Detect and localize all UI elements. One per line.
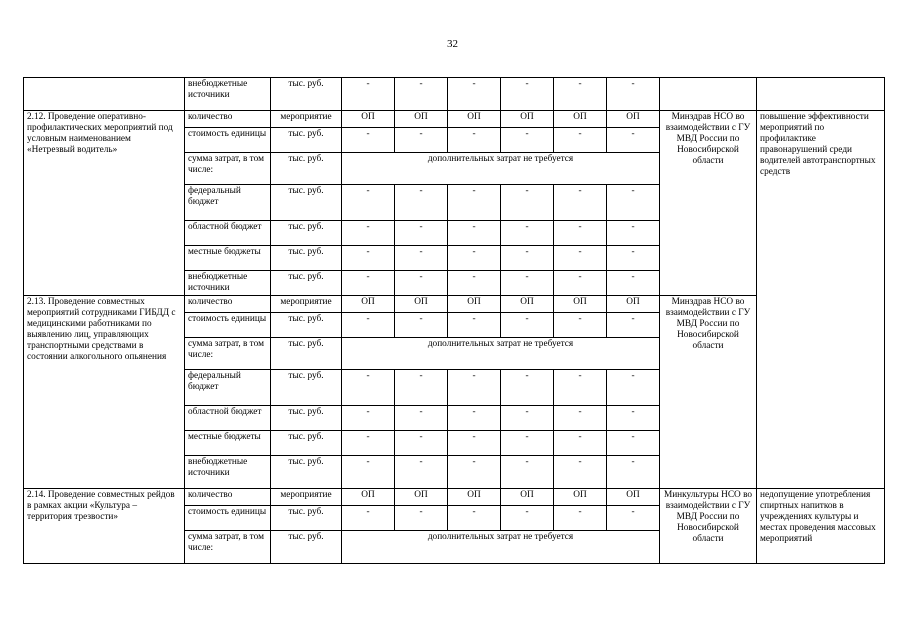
result-cell: повышение эффективности мероприятий по профилактике правонарушений среди водителей автотранспортных средств [757,111,885,489]
row-label: стоимость единицы [185,128,271,153]
value-cell: - [554,431,607,456]
value-cell: ОП [607,296,660,313]
unit-cell: тыс. руб. [271,271,342,296]
value-cell: ОП [501,296,554,313]
row-label: сумма затрат, в том числе: [185,153,271,185]
value-cell: - [395,506,448,531]
unit-cell: мероприятие [271,296,342,313]
row-label: количество [185,296,271,313]
value-cell: - [607,506,660,531]
no-extra-costs-note: дополнительных затрат не требуется [342,153,660,185]
value-cell: ОП [342,296,395,313]
value-cell: - [395,370,448,406]
value-cell: - [607,456,660,489]
value-cell: - [448,246,501,271]
row-label: внебюджетные источники [185,78,271,111]
table-row [24,78,885,111]
value-cell: - [342,221,395,246]
unit-cell: тыс. руб. [271,531,342,564]
value-cell: ОП [448,489,501,506]
unit-cell: тыс. руб. [271,313,342,338]
value-cell: - [554,128,607,153]
value-cell: - [342,406,395,431]
value-cell: - [554,370,607,406]
value-cell: - [342,128,395,153]
unit-cell: тыс. руб. [271,431,342,456]
executor-cell: Минкультуры НСО во взаимодействии с ГУ МВД России по Новосибирской области [660,489,757,564]
value-cell: - [448,506,501,531]
no-extra-costs-note: дополнительных затрат не требуется [342,338,660,370]
value-cell: - [395,456,448,489]
result-cell [757,78,885,111]
value-cell: - [554,221,607,246]
value-cell: ОП [554,296,607,313]
unit-cell: тыс. руб. [271,185,342,221]
executor-cell [660,78,757,111]
unit-cell: тыс. руб. [271,246,342,271]
value-cell: - [395,246,448,271]
unit-cell: тыс. руб. [271,78,342,111]
row-label: стоимость единицы [185,313,271,338]
value-cell: - [607,370,660,406]
value-cell: - [448,406,501,431]
value-cell: - [342,185,395,221]
value-cell: - [554,506,607,531]
activity-title: 2.14. Проведение совместных рейдов в рамках акции «Культура – территория трезвости» [24,489,185,564]
activity-cell [24,78,185,111]
activity-title: 2.12. Проведение оперативно-профилактических мероприятий под условным наименованием «Нетрезвый водитель» [24,111,185,296]
value-cell: - [448,128,501,153]
value-cell: - [501,313,554,338]
value-cell: - [395,313,448,338]
unit-cell: тыс. руб. [271,221,342,246]
table-row [24,489,885,506]
unit-cell: тыс. руб. [271,370,342,406]
activity-title: 2.13. Проведение совместных мероприятий сотрудниками ГИБДД с медицинскими работниками по выявлению лиц, управляющих транспортными средствами в состоянии алкогольного опьянения [24,296,185,489]
result-cell: недопущение употребления спиртных напитков в учреждениях культуры и местах проведения массовых мероприятий [757,489,885,564]
row-label: областной бюджет [185,221,271,246]
value-cell: - [448,185,501,221]
value-cell: ОП [607,489,660,506]
value-cell: - [607,246,660,271]
value-cell: - [395,221,448,246]
value-cell: - [395,271,448,296]
row-label: количество [185,111,271,128]
value-cell: - [607,271,660,296]
table-row [24,111,885,128]
value-cell: - [448,370,501,406]
value-cell: ОП [554,489,607,506]
value-cell: - [501,271,554,296]
value-cell: - [342,78,395,111]
value-cell: - [501,246,554,271]
value-cell: - [342,431,395,456]
value-cell: - [554,185,607,221]
value-cell: ОП [501,489,554,506]
value-cell: - [448,313,501,338]
value-cell: - [501,456,554,489]
value-cell: ОП [554,111,607,128]
unit-cell: тыс. руб. [271,338,342,370]
row-label: внебюджетные источники [185,271,271,296]
page-number: 32 [447,38,458,50]
value-cell: - [501,370,554,406]
unit-cell: тыс. руб. [271,506,342,531]
row-label: местные бюджеты [185,246,271,271]
value-cell: - [554,271,607,296]
row-label: внебюджетные источники [185,456,271,489]
value-cell: - [607,185,660,221]
value-cell: - [342,271,395,296]
unit-cell: тыс. руб. [271,406,342,431]
value-cell: - [395,78,448,111]
unit-cell: тыс. руб. [271,128,342,153]
value-cell: - [554,246,607,271]
row-label: областной бюджет [185,406,271,431]
value-cell: - [607,128,660,153]
value-cell: - [501,78,554,111]
value-cell: ОП [395,296,448,313]
row-label: федеральный бюджет [185,185,271,221]
value-cell: - [448,271,501,296]
value-cell: - [448,78,501,111]
value-cell: - [607,221,660,246]
value-cell: - [395,128,448,153]
unit-cell: мероприятие [271,111,342,128]
value-cell: ОП [342,111,395,128]
row-label: федеральный бюджет [185,370,271,406]
row-label: сумма затрат, в том числе: [185,338,271,370]
value-cell: - [554,78,607,111]
value-cell: - [501,506,554,531]
row-label: количество [185,489,271,506]
program-activities-table [23,77,885,564]
value-cell: - [501,406,554,431]
value-cell: ОП [395,111,448,128]
value-cell: - [342,456,395,489]
value-cell: ОП [395,489,448,506]
value-cell: - [554,456,607,489]
value-cell: - [607,406,660,431]
value-cell: - [554,313,607,338]
value-cell: - [395,431,448,456]
executor-cell: Минздрав НСО во взаимодействии с ГУ МВД России по Новосибирской области [660,296,757,489]
value-cell: - [342,506,395,531]
value-cell: - [607,313,660,338]
value-cell: - [395,185,448,221]
executor-cell: Минздрав НСО во взаимодействии с ГУ МВД России по Новосибирской области [660,111,757,296]
value-cell: - [448,221,501,246]
unit-cell: мероприятие [271,489,342,506]
row-label: стоимость единицы [185,506,271,531]
row-label: местные бюджеты [185,431,271,456]
value-cell: ОП [342,489,395,506]
value-cell: - [501,128,554,153]
value-cell: - [342,246,395,271]
value-cell: - [554,406,607,431]
value-cell: - [342,313,395,338]
value-cell: - [501,185,554,221]
value-cell: ОП [501,111,554,128]
value-cell: - [448,431,501,456]
value-cell: ОП [607,111,660,128]
row-label: сумма затрат, в том числе: [185,531,271,564]
no-extra-costs-note: дополнительных затрат не требуется [342,531,660,564]
value-cell: - [607,431,660,456]
unit-cell: тыс. руб. [271,456,342,489]
value-cell: - [501,431,554,456]
value-cell: ОП [448,296,501,313]
value-cell: - [607,78,660,111]
value-cell: ОП [448,111,501,128]
value-cell: - [342,370,395,406]
value-cell: - [501,221,554,246]
value-cell: - [395,406,448,431]
unit-cell: тыс. руб. [271,153,342,185]
value-cell: - [448,456,501,489]
table-row [24,296,885,313]
